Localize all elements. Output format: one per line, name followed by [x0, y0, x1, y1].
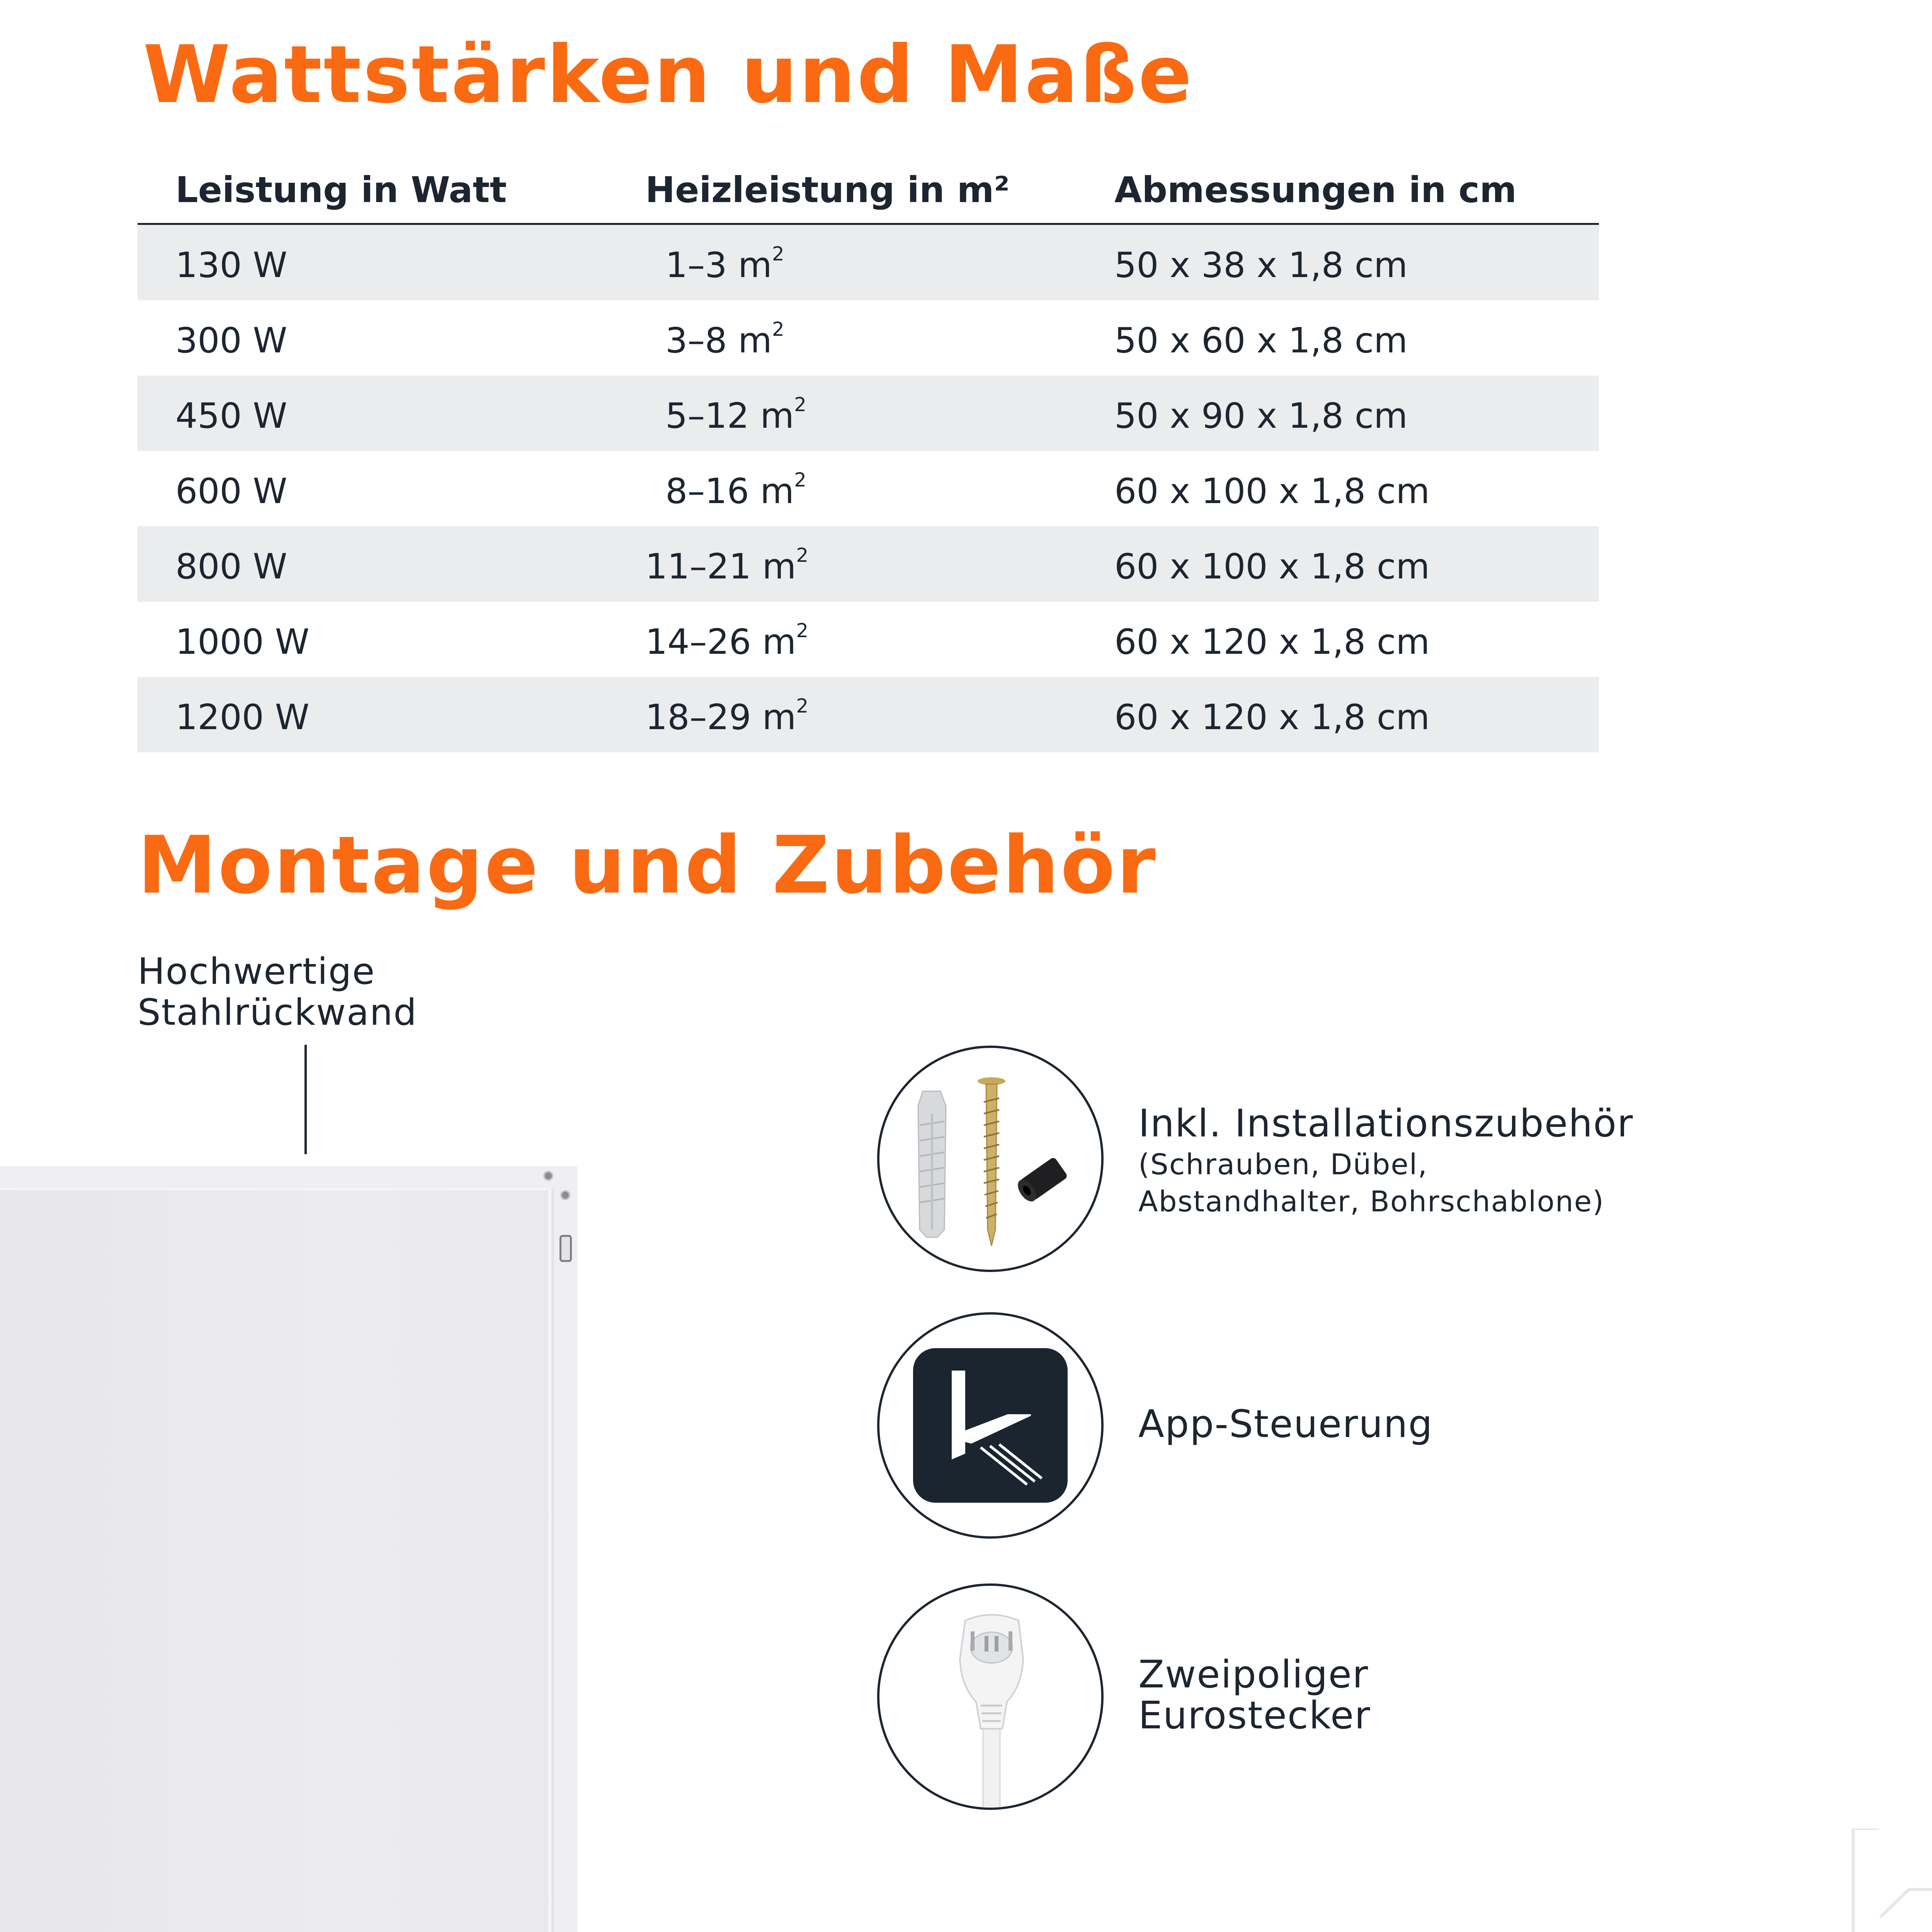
- cell-area: [645, 619, 809, 662]
- cell-dimensions: 50 x 60 x 1,8 cm: [1114, 320, 1408, 361]
- specs-title: Wattstärken und Maße: [143, 29, 1194, 121]
- cell-area: [645, 697, 808, 738]
- cell-area-exponent: 2: [794, 469, 806, 491]
- cell-area-exponent: 2: [796, 619, 809, 642]
- cell-dimensions: 60 x 100 x 1,8 cm: [1114, 546, 1430, 587]
- cell-area-value: 1–3 m: [665, 245, 772, 286]
- panel-frame: [0, 1189, 551, 1932]
- label-pointer-line: [304, 1045, 307, 1154]
- screw-icon: [560, 1190, 570, 1200]
- cell-area-value: 8–16 m: [665, 471, 794, 512]
- screw-icon: [543, 1171, 553, 1181]
- panel-label-line: Hochwertige: [138, 951, 376, 993]
- cell-area-exponent: 2: [796, 544, 809, 566]
- cell-area-value: 3–8 m: [665, 320, 772, 361]
- screw-dowel-spacer-icon: [879, 1048, 1101, 1270]
- feature-subtitle-install: (Schrauben, Dübel,: [1138, 1148, 1428, 1181]
- feature-title-plug: Eurostecker: [1138, 1694, 1371, 1738]
- app-k-logo-icon: [879, 1315, 1101, 1536]
- cell-area-value: 14–26 m: [645, 622, 796, 662]
- cell-power: 800 W: [175, 546, 287, 587]
- euro-plug-icon: [879, 1586, 1101, 1808]
- feature-title-install: Inkl. Installationszubehör: [1138, 1102, 1634, 1146]
- header-power: Leistung in Watt: [175, 169, 507, 211]
- cell-power: 1200 W: [175, 697, 310, 738]
- cell-area-exponent: 2: [772, 243, 784, 265]
- header-dimensions: Abmessungen in cm: [1114, 169, 1517, 211]
- cell-dimensions: 60 x 120 x 1,8 cm: [1114, 622, 1430, 662]
- cell-power: 300 W: [175, 320, 287, 361]
- cell-dimensions: 50 x 38 x 1,8 cm: [1114, 245, 1408, 286]
- mounting-hook-icon: [560, 1235, 572, 1262]
- k-watermark-logo-icon: [1851, 1828, 1932, 1932]
- table-row: [138, 677, 1599, 752]
- header-heating-area: Heizleistung in m²: [645, 169, 1010, 211]
- cell-area-value: 5–12 m: [665, 396, 794, 436]
- cell-area-value: 18–29 m: [645, 697, 796, 738]
- panel-label: [138, 951, 417, 1033]
- cell-power: 450 W: [175, 396, 287, 436]
- cell-area-exponent: 2: [794, 393, 806, 416]
- cell-area-exponent: 2: [772, 318, 784, 340]
- feature-title-plug: Zweipoliger: [1138, 1653, 1369, 1697]
- table-row: [138, 376, 1599, 451]
- panel-label-line: Stahlrückwand: [138, 992, 417, 1034]
- table-row: [138, 602, 1599, 677]
- mount-title: Montage und Zubehör: [138, 820, 1157, 912]
- feature-title-app: App-Steuerung: [1138, 1402, 1433, 1446]
- cell-area: [665, 245, 784, 286]
- cell-area-value: 11–21 m: [645, 546, 796, 587]
- table-row: [138, 526, 1599, 602]
- cell-area: [665, 393, 806, 436]
- cell-dimensions: 50 x 90 x 1,8 cm: [1114, 396, 1408, 436]
- cell-area: [645, 546, 808, 587]
- cell-area: [665, 471, 806, 512]
- feature-subtitle-install: Abstandhalter, Bohrschablone): [1138, 1185, 1605, 1218]
- specs-table: [138, 155, 1599, 752]
- euro-plug-circle: [877, 1583, 1104, 1810]
- table-header: [138, 155, 1599, 225]
- panel-side-rail: [553, 1189, 577, 1932]
- cell-dimensions: 60 x 100 x 1,8 cm: [1114, 471, 1430, 512]
- cell-area-exponent: 2: [796, 695, 809, 717]
- cell-area: [665, 320, 784, 361]
- install-accessories-circle: [877, 1046, 1104, 1272]
- cell-power: 130 W: [175, 245, 287, 286]
- table-row: [138, 225, 1599, 300]
- panel-top-edge: [0, 1166, 577, 1189]
- table-row: [138, 451, 1599, 526]
- table-row: [138, 300, 1599, 376]
- cell-dimensions: 60 x 120 x 1,8 cm: [1114, 697, 1430, 738]
- app-control-circle: [877, 1312, 1104, 1539]
- cell-power: 600 W: [175, 471, 287, 512]
- cell-power: 1000 W: [175, 622, 310, 662]
